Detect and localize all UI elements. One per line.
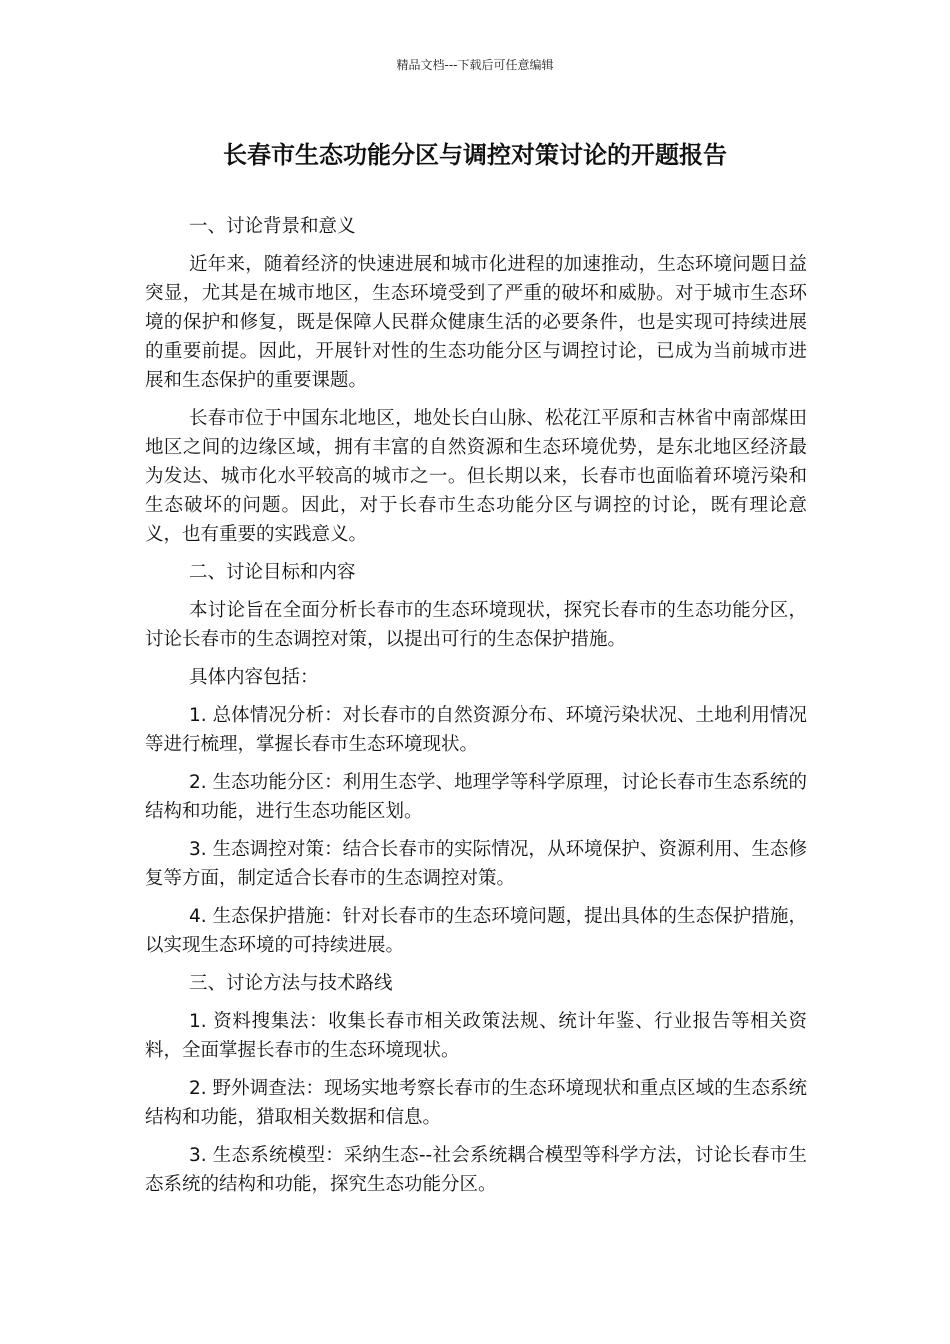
document-body bbox=[145, 212, 807, 1208]
paragraph-goals-2: 具体内容包括： bbox=[189, 667, 319, 688]
document-title: 长春市生态功能分区与调控对策讨论的开题报告 bbox=[223, 141, 727, 169]
section-heading-background: 一、讨论背景和意义 bbox=[189, 216, 356, 237]
list-item-methods-3: 3. 生态系统模型：采纳生态--社会系统耦合模型等科学方法，讨论长春市生态系统的结构和功能，探究生态功能分区。 bbox=[145, 1145, 807, 1195]
paragraph-background-1: 近年来，随着经济的快速进展和城市化进程的加速推动，生态环境问题日益突显，尤其是在城市地区，生态环境受到了严重的破坏和威胁。对于城市生态环境的保护和修复，既是保障人民群众健康生活的必要条件，也是实现可持续进展的重要前提。因此，开展针对性的生态功能分区与调控讨论，已成为当前城市进展和生态保护的重要课题。 bbox=[145, 254, 807, 391]
paragraph-background-2: 长春市位于中国东北地区，地处长白山脉、松花江平原和吉林省中南部煤田地区之间的边缘区域，拥有丰富的自然资源和生态环境优势，是东北地区经济最为发达、城市化水平较高的城市之一。但长期以来，长春市也面临着环境污染和生态破坏的问题。因此，对于长春市生态功能分区与调控的讨论，既有理论意义，也有重要的实践意义。 bbox=[145, 408, 807, 545]
paragraph-goals-1: 本讨论旨在全面分析长春市的生态环境现状，探究长春市的生态功能分区，讨论长春市的生态调控对策，以提出可行的生态保护措施。 bbox=[145, 600, 807, 650]
section-heading-goals: 二、讨论目标和内容 bbox=[189, 562, 356, 583]
list-item-goals-1: 1. 总体情况分析：对长春市的自然资源分布、环境污染状况、土地利用情况等进行梳理，掌握长春市生态环境现状。 bbox=[145, 705, 807, 755]
list-item-goals-2: 2. 生态功能分区：利用生态学、地理学等科学原理，讨论长春市生态系统的结构和功能，进行生态功能区划。 bbox=[145, 772, 807, 822]
list-item-goals-3: 3. 生态调控对策：结合长春市的实际情况，从环境保护、资源利用、生态修复等方面，制定适合长春市的生态调控对策。 bbox=[145, 839, 807, 889]
section-heading-methods: 三、讨论方法与技术路线 bbox=[189, 973, 393, 994]
header-note: 精品文档---下载后可任意编辑 bbox=[396, 58, 554, 72]
list-item-methods-2: 2. 野外调查法：现场实地考察长春市的生态环境现状和重点区域的生态系统结构和功能，猎取相关数据和信息。 bbox=[145, 1078, 807, 1128]
list-item-methods-1: 1. 资料搜集法：收集长春市相关政策法规、统计年鉴、行业报告等相关资料，全面掌握长春市的生态环境现状。 bbox=[145, 1011, 807, 1061]
list-item-goals-4: 4. 生态保护措施：针对长春市的生态环境问题，提出具体的生态保护措施，以实现生态环境的可持续进展。 bbox=[145, 906, 807, 956]
